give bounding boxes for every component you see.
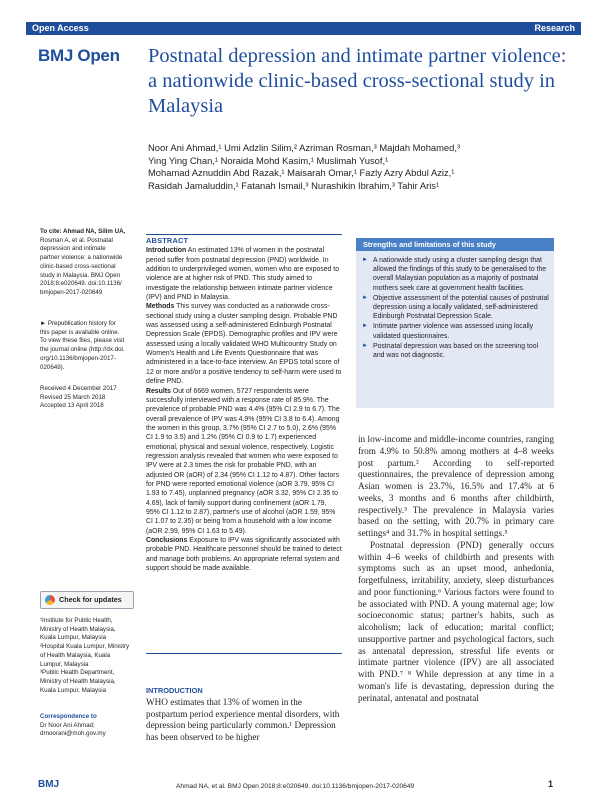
author-line: Mohamad Aznuddin Abd Razak,¹ Maisarah Omar,¹ Fazly Azry Abdul Aziz,¹ bbox=[148, 167, 455, 178]
introduction-heading: INTRODUCTION bbox=[146, 686, 203, 695]
revised-date: Revised 25 March 2018 bbox=[40, 393, 106, 401]
check-updates-button[interactable] bbox=[40, 591, 134, 609]
journal-logo: BMJ Open bbox=[38, 46, 120, 65]
author-line: Ying Ying Chan,¹ Noraida Mohd Kasim,¹ Muslimah Yusof,¹ bbox=[148, 154, 389, 166]
prepub-line[interactable]: 020649). bbox=[40, 363, 65, 371]
prepub-line[interactable]: the journal online (http://dx.doi. bbox=[40, 346, 125, 354]
prepub-block[interactable] bbox=[40, 320, 140, 372]
cite-line: bmjopen-2017-020649 bbox=[40, 288, 103, 296]
article-title: Postnatal depression and intimate partner violence: a nationwide clinic-based cross-sectional study in Malaysia bbox=[148, 45, 567, 117]
strength-item: ► Postnatal depression was based on the screening tool and was not diagnostic. bbox=[362, 342, 550, 360]
abstract-methods: Methods This survey was conducted as a nationwide cross-sectional study using a cluster sampling design. Probable PND was assessed using a self-administered Edinburgh Postnatal Depression Scale (EPDS). Demographic profiles and IPV were assessed using a locally validated WHO Multicountry Study on Women's Health and Life Events Questionnaire that was administered in a face-to-face interview. An EPDS total score of 12 or more and/or a positive tendency to self-harm were used to define PND. bbox=[146, 303, 342, 386]
strengths-list bbox=[362, 256, 550, 361]
cite-line: study in Malaysia. BMJ Open bbox=[40, 271, 121, 279]
cite-line: Rosman A, et al. Postnatal bbox=[40, 236, 113, 244]
affiliation-line: Kuala Lumpur, Malaysia bbox=[40, 634, 107, 642]
body-paragraph: in low-income and middle-income countries, ranging from 4.9% to 50.8% among mothers at 4–8 weeks post partum.² According to self-reported questionnaires, the prevalence of depression among Asian women is 23.7%, 16.5% and 17.4% at 6 weeks, 3 months and 6 months after childbirth, respectively.³ The prevalence in Malaysia varies based on the setting, with 20.7% in primary care settings⁴ and 31.7% in hospital settings.⁵ bbox=[358, 434, 554, 538]
affiliation-line: ²Hospital Kuala Lumpur, Ministry bbox=[40, 643, 130, 651]
author-line: Noor Ani Ahmad,¹ Umi Adzlin Silim,² Azriman Rosman,³ Majdah Mohamed,³ bbox=[148, 142, 461, 153]
author-line: Rasidah Jamaluddin,¹ Fatanah Ismail,³ Nurashikin Ibrahim,³ Tahir Aris¹ bbox=[148, 179, 440, 191]
correspondence-email[interactable]: drnoorani@moh.gov.my bbox=[40, 730, 106, 738]
affiliations-block bbox=[40, 617, 140, 695]
affiliation-line: of Health Malaysia, Kuala bbox=[40, 651, 111, 659]
received-date: Received 4 December 2017 bbox=[40, 385, 117, 392]
cite-line: To cite: Ahmad NA, Silim UA, bbox=[40, 228, 126, 235]
affiliation-line: ³Public Health Department, bbox=[40, 669, 115, 677]
abstract-introduction: Introduction An estimated 13% of women in the postnatal period suffer from postnatal depression (PND) worldwide. In addition to underprivileged women, women who are exposed to violence are at higher risk of PND. This study aimed to investigate the relationship between intimate partner violence (IPV) and PND in Malaysia. bbox=[146, 247, 340, 302]
prepub-line: this paper is available online. bbox=[40, 328, 120, 336]
section-label: Research bbox=[534, 23, 575, 33]
prepub-line[interactable]: org/10.1136/bmjopen-2017- bbox=[40, 354, 116, 362]
correspondence-block bbox=[40, 713, 140, 739]
affiliation-line: Kuala Lumpur, Malaysia bbox=[40, 686, 107, 694]
introduction-text: WHO estimates that 13% of women in the postpartum period experience mental disorders, with depression being particularly common.¹ Depression has been observed to be higher bbox=[146, 697, 340, 742]
affiliation-line: Lumpur, Malaysia bbox=[40, 660, 89, 668]
accepted-date: Accepted 13 April 2018 bbox=[40, 402, 104, 410]
prepub-line: ► Prepublication history for bbox=[40, 320, 116, 327]
correspondence-line: Dr Noor Ani Ahmad; bbox=[40, 721, 95, 729]
affiliation-line: Ministry of Health Malaysia, bbox=[40, 625, 116, 633]
author-list bbox=[148, 142, 568, 192]
check-updates-label: Check for updates bbox=[59, 595, 122, 604]
cite-line: depression and intimate bbox=[40, 245, 106, 253]
abstract bbox=[146, 236, 342, 573]
bmj-logo: BMJ bbox=[38, 779, 60, 790]
affiliation-line: ¹Institute for Public Health, bbox=[40, 617, 113, 624]
strengths-heading: Strengths and limitations of this study bbox=[356, 238, 554, 251]
abstract-rule-bottom bbox=[146, 653, 342, 654]
cite-block bbox=[40, 228, 140, 298]
abstract-results: Results Out of 6669 women, 5727 respondents were successfully interviewed with a response rate of 85.9%. The prevalence of probable PND was 4.4% (95% CI 2.9 to 6.7). The overall prevalence of IPV was 4.9% (95% CI 3.8 to 6.4). Among the women in this group, 3.7% (95% CI 2.7 to 5.0), 2.6% (95% CI 1.9 to 3.5) and 1.2% (95% CI 0.9 to 1.7) experienced emotional, physical and sexual violence, respectively. Logistic regression analysis revealed that women who were exposed to IPV were at 2.3 times the risk for probable PND, with an adjusted OR (aOR) of 2.34 (95% CI 1.12 to 4.87). Other factors for PND were reported emotional violence (aOR 3.79, 95% CI 1.93 to 7.45), unplanned pregnancy (aOR 3.32, 95% CI 2.35 to 4.69), lack of family support during confinement (aOR 1.79, 95% CI 1.12 to 2.87), partner's use of alcohol (aOR 1.59, 95% CI 1.07 to 2.35) or being from a household with a low income (aOR 2.99, 95% CI 1.63 to 5.49). bbox=[146, 387, 340, 535]
abstract-heading: ABSTRACT bbox=[146, 236, 189, 245]
abstract-rule-top bbox=[146, 234, 342, 235]
crossmark-icon bbox=[45, 595, 55, 605]
dates-block bbox=[40, 385, 140, 411]
strength-item: ► Intimate partner violence was assessed using locally validated questionnaires. bbox=[362, 322, 550, 340]
cite-line: partner violence: a nationwide bbox=[40, 254, 123, 262]
cite-line: 2018;8:e020649. doi:10.1136/ bbox=[40, 280, 122, 288]
page-number: 1 bbox=[548, 779, 554, 789]
open-access-label: Open Access bbox=[32, 23, 89, 33]
prepub-line: To view these files, please visit bbox=[40, 337, 125, 345]
footer-citation: Ahmad NA, et al. BMJ Open 2018;8:e020649. doi:10.1136/bmjopen-2017-020649 bbox=[176, 783, 415, 790]
body-right-column bbox=[358, 434, 554, 704]
affiliation-line: Ministry of Health Malaysia, bbox=[40, 677, 116, 685]
abstract-conclusions: Conclusions Exposure to IPV was significantly associated with probable PND. Healthcare personnel should be trained to detect and manage both problems. An appropriate referral system and support should be made available. bbox=[146, 537, 342, 573]
cite-line: clinic-based cross-sectional bbox=[40, 262, 116, 270]
correspondence-heading: Correspondence to bbox=[40, 713, 97, 720]
body-paragraph: Postnatal depression (PND) generally occurs within 4–6 weeks of childbirth and presents with symptoms such as an upset mood, anhedonia, forgetfulness, irritability, anxiety, sleep disturbances and poor functioning.⁶ Various factors were found to be associated with PND. A young maternal age; low socioeconomic status; partner's habits, such as alcoholism; lack of education; marital conflict; unsupportive partner and psychological factors, such as antenatal depression, stressful life events or intimate partner violence (IPV) are all associated with PND.⁷ ⁸ While depression at any time in a woman's life is devastating, depression during the perinatal, antenatal and postnatal bbox=[358, 539, 554, 703]
header-bar bbox=[26, 22, 581, 35]
strength-item: ► Objective assessment of the potential causes of postnatal depression using a locally validated, self-administered Edinburgh Postnatal Depression Scale. bbox=[362, 294, 550, 322]
strength-item: ► A nationwide study using a cluster sampling design that allowed the findings of this study to be generalised to the overall Malaysian population as a majority of postnatal mothers seek care at government health facilities. bbox=[362, 256, 550, 293]
